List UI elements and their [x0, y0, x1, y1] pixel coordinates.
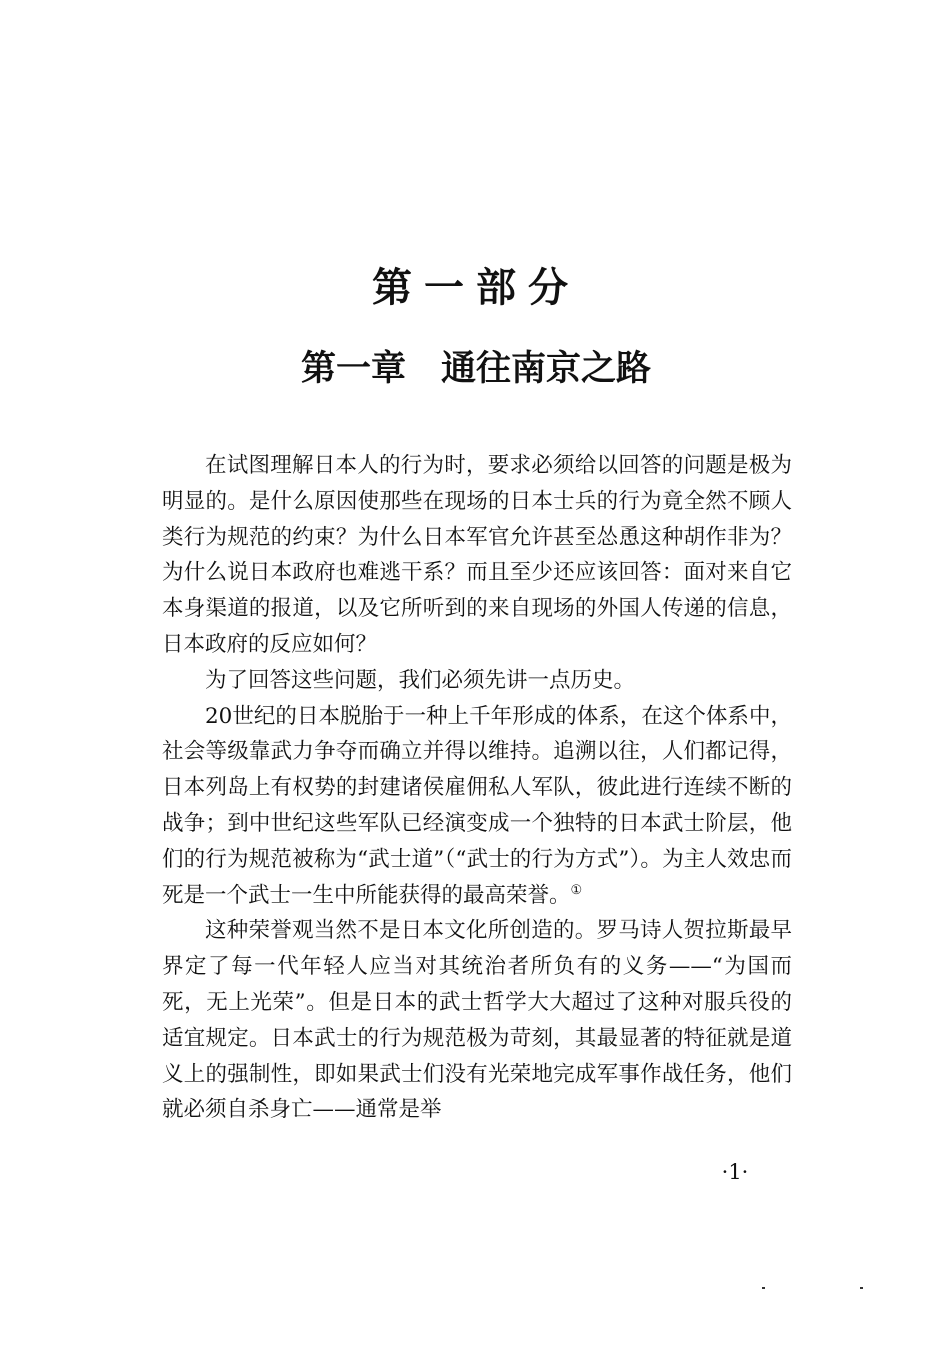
- paragraph-3-text: 20世纪的日本脱胎于一种上千年形成的体系，在这个体系中，社会等级靠武力争夺而确立并得以维持。追溯以往，人们都记得，日本列岛上有权势的封建诸侯雇佣私人军队，彼此进行连续不断的战争；到中世纪这些军队已经演变成一个独特的日本武士阶层，他们的行为规范被称为“武士道”（“武士的行为方式”）。为主人效忠而死是一个武士一生中所能获得的最高荣誉。: [162, 703, 792, 908]
- paragraph-2: 为了回答这些问题，我们必须先讲一点历史。: [205, 667, 636, 693]
- body-text: [162, 448, 792, 1128]
- paragraph-3: [162, 699, 792, 914]
- part-title: 第一部分: [372, 265, 580, 311]
- scan-speck: [860, 1287, 863, 1289]
- paragraph-1: 在试图理解日本人的行为时，要求必须给以回答的问题是极为明显的。是什么原因使那些在现场的日本士兵的行为竟全然不顾人类行为规范的约束？为什么日本军官允许甚至怂恿这种胡作非为？为什么说日本政府也难逃干系？而且至少还应该回答：面对来自它本身渠道的报道，以及它所听到的来自现场的外国人传递的信息，日本政府的反应如何？: [162, 453, 792, 657]
- chapter-title: 第一章 通往南京之路: [300, 348, 651, 389]
- scan-speck: [762, 1287, 765, 1289]
- paragraph-4: 这种荣誉观当然不是日本文化所创造的。罗马诗人贺拉斯最早界定了每一代年轻人应当对其统治者所负有的义务——“为国而死，无上光荣”。但是日本的武士哲学大大超过了这种对服兵役的适宜规定。日本武士的行为规范极为苛刻，其最显著的特征就是道义上的强制性，即如果武士们没有光荣地完成军事作战任务，他们就必须自杀身亡——通常是举: [162, 918, 792, 1123]
- footnote-marker: ①: [570, 882, 583, 898]
- page-number: ·1·: [721, 1160, 749, 1184]
